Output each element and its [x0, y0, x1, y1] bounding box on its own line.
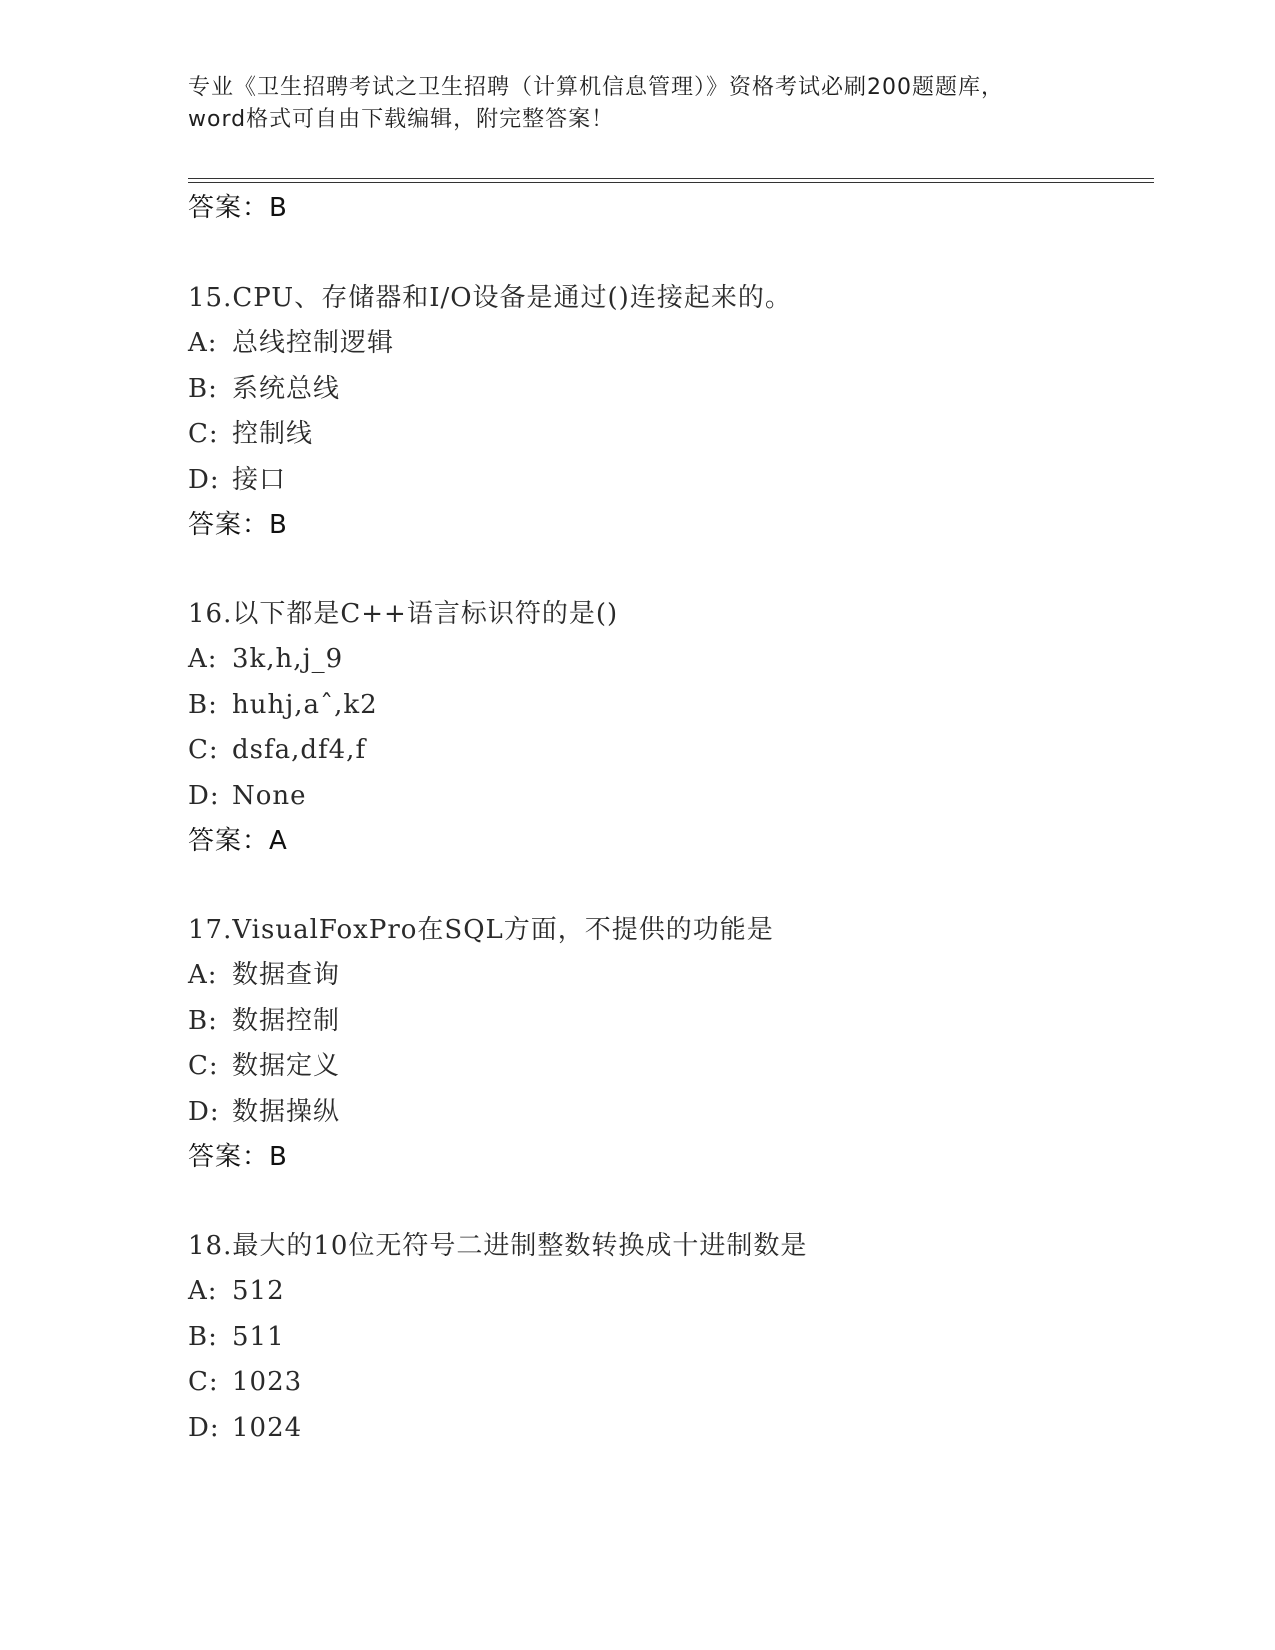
option-letter: B: [188, 1005, 218, 1036]
option-text: 数据操纵 [232, 1096, 341, 1127]
option-text: 系统总线 [232, 373, 341, 404]
option-text: 1024 [232, 1412, 303, 1443]
option-c [188, 1044, 774, 1090]
answer-label: 答案：A [188, 826, 288, 856]
option-letter: C: [188, 419, 219, 449]
option-text: 数据查询 [232, 960, 341, 990]
header-title-line-2: word格式可自由下载编辑，附完整答案！ [188, 107, 615, 132]
document-header [188, 72, 1108, 136]
option-a [188, 1269, 807, 1315]
option-text: 511 [232, 1321, 285, 1352]
header-title-line-1: 专业《卫生招聘考试之卫生招聘（计算机信息管理）》资格考试必刷200题题库， [188, 75, 1004, 100]
option-letter: A: [188, 960, 218, 990]
option-letter: D: [188, 464, 220, 495]
question-text: 17.VisualFoxPro在SQL方面，不提供的功能是 [188, 915, 774, 945]
option-a [188, 321, 792, 367]
option-letter: C: [188, 1367, 219, 1397]
header-divider-top [188, 178, 1154, 179]
option-letter: D: [188, 780, 220, 811]
option-a [188, 637, 618, 683]
option-text: 总线控制逻辑 [232, 328, 395, 358]
question-15 [188, 276, 792, 548]
question-17 [188, 908, 774, 1180]
option-letter: A: [188, 328, 218, 358]
option-b [188, 683, 618, 729]
option-text: 数据定义 [232, 1051, 341, 1081]
answer-label: 答案：B [188, 193, 288, 223]
option-d [188, 774, 618, 820]
answer-label: 答案：B [188, 510, 288, 540]
option-letter: A: [188, 644, 218, 674]
answer-label: 答案：B [188, 1142, 288, 1172]
option-d [188, 1090, 774, 1136]
option-letter: C: [188, 1051, 219, 1081]
option-b [188, 367, 792, 413]
option-text: 控制线 [232, 419, 314, 449]
option-letter: D: [188, 1096, 220, 1127]
question-text: 15.CPU、存储器和I/O设备是通过()连接起来的。 [188, 283, 792, 313]
option-d [188, 1406, 807, 1452]
option-letter: D: [188, 1412, 220, 1443]
option-c [188, 728, 618, 774]
header-divider-bottom [188, 182, 1154, 183]
option-letter: B: [188, 1321, 218, 1352]
option-text: 接口 [232, 464, 287, 495]
option-a [188, 953, 774, 999]
option-c [188, 412, 792, 458]
question-16 [188, 592, 618, 864]
option-text: huhj,aˆ,k2 [232, 689, 378, 720]
option-text: dsfa,df4,f [232, 735, 367, 765]
option-text: None [232, 780, 307, 811]
option-text: 1023 [232, 1367, 303, 1397]
option-d [188, 458, 792, 504]
option-letter: C: [188, 735, 219, 765]
option-letter: B: [188, 689, 218, 720]
option-c [188, 1360, 807, 1406]
option-letter: B: [188, 373, 218, 404]
option-text: 数据控制 [232, 1005, 341, 1036]
option-text: 3k,h,j_9 [232, 644, 344, 674]
question-14-answer-block [188, 186, 288, 231]
option-letter: A: [188, 1276, 218, 1306]
option-b [188, 999, 774, 1045]
question-text: 18.最大的10位无符号二进制整数转换成十进制数是 [188, 1231, 808, 1261]
question-18 [188, 1224, 807, 1451]
option-text: 512 [232, 1276, 285, 1306]
option-b [188, 1315, 807, 1361]
question-text: 16.以下都是C++语言标识符的是() [188, 599, 619, 629]
